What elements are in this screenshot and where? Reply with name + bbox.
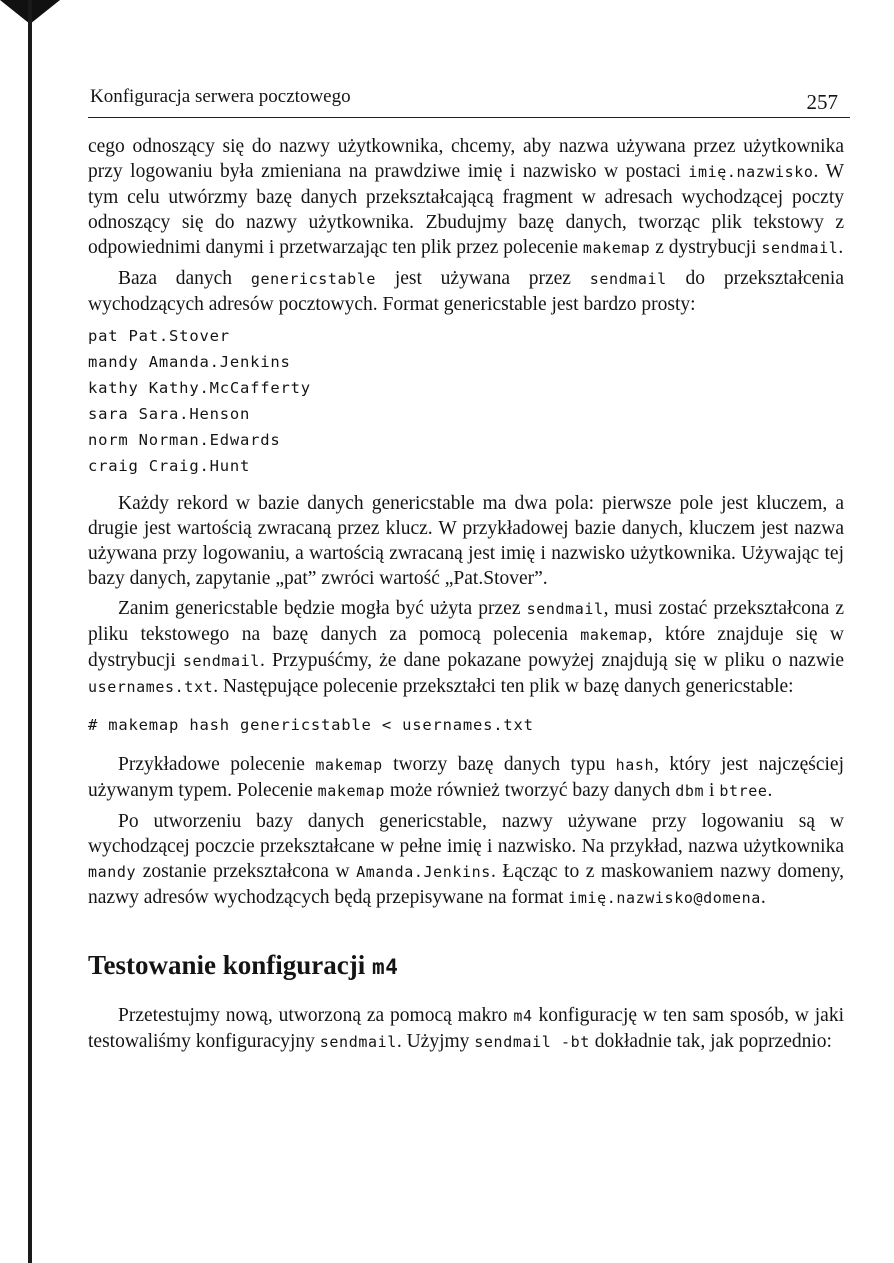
header-title: Konfiguracja serwera pocztowego [90,86,351,107]
code-line: norm Norman.Edwards [88,431,281,449]
page-edge-line [28,0,32,1263]
paragraph: Po utworzeniu bazy danych genericstable, nazwy używane przy logowaniu są w wychodzącej poczcie przekształcane w pełne imię i nazwisko. Na przykład, nazwa użytkownika mandy zostanie przekształcona w Amanda.Jenkins. Łącząc to z maskowaniem nazwy domeny, nazwy adresów wychodzących będą przepisywane na format imię.nazwisko@domena. [88,811,844,908]
paragraph: cego odnoszący się do nazwy użytkownika, chcemy, aby nazwa używana przez użytkownika przy logowaniu była zmieniana na prawdziwe imię i nazwisko w postaci imię.nazwisko. W tym celu utwórzmy bazę danych przekształcającą fragment w adresach wychodzącej poczty odnoszący się do nazwy użytkownika. Zbudujmy bazę danych, tworząc plik tekstowy z odpowiednimi danymi i przetwarzając ten plik przez polecenie makemap z dystrybucji sendmail. [88,136,844,258]
code-line: craig Craig.Hunt [88,457,251,475]
genericstable-example [88,323,844,479]
paragraph: Baza danych genericstable jest używana przez sendmail do przekształcenia wychodzących adresów pocztowych. Format genericstable jest bardzo prosty: [88,268,844,315]
paragraph: Przetestujmy nową, utworzoną za pomocą makro m4 konfigurację w ten sam sposób, w jaki testowaliśmy konfiguracyjny sendmail. Użyjmy sendmail -bt dokładnie tak, jak poprzednio: [88,1005,844,1052]
page-number: 257 [806,90,838,114]
paragraph: Każdy rekord w bazie danych genericstable ma dwa pola: pierwsze pole jest kluczem, a drugie jest wartością zwracaną przez klucz. W przykładowej bazie danych, kluczem jest nazwa używana przy logowaniu, a wartością zwracaną jest imię i nazwisko użytkownika. Używając tej bazy danych, zapytanie „pat” zwróci wartość „Pat.Stover”. [88,493,844,589]
paragraph: Zanim genericstable będzie mogła być użyta przez sendmail, musi zostać przekształcona z pliku tekstowego na bazę danych za pomocą polecenia makemap, które znajduje się w dystrybucji sendmail. Przypuśćmy, że dane pokazane powyżej znajdują się w pliku o nazwie usernames.txt. Następujące polecenie przekształci ten plik w bazę danych genericstable: [88,598,844,697]
code-line: kathy Kathy.McCafferty [88,379,311,397]
code-line: mandy Amanda.Jenkins [88,353,291,371]
code-line: sara Sara.Henson [88,405,251,423]
header-rule [88,117,850,119]
running-header [88,84,850,118]
code-line: pat Pat.Stover [88,327,230,345]
page-body [88,134,844,1055]
command-line: # makemap hash genericstable < usernames.txt [88,716,534,734]
section-heading: Testowanie konfiguracji m4 [88,950,399,980]
paragraph: Przykładowe polecenie makemap tworzy bazę danych typu hash, który jest najczęściej używanym typem. Polecenie makemap może również tworzyć bazy danych dbm i btree. [88,754,845,801]
makemap-command [88,712,844,738]
